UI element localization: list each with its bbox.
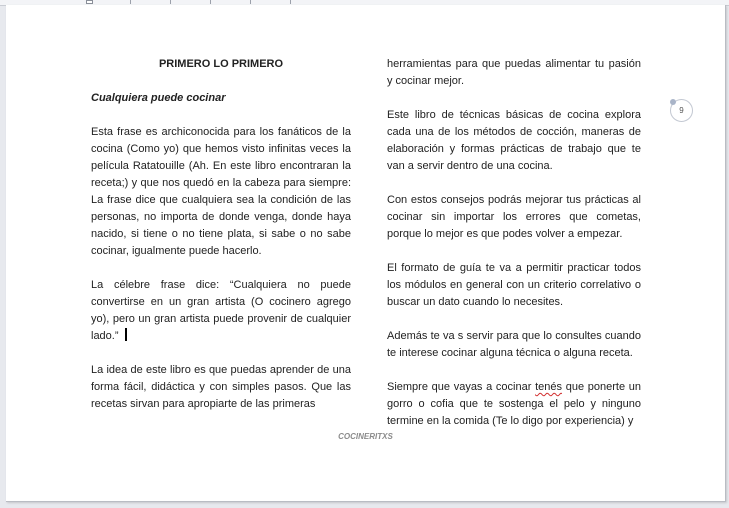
ruler-tick — [170, 0, 171, 4]
paragraph: La idea de este libro es que puedas aprender de una forma fácil, didáctica y con simples pasos. Que las recetas sirvan para apropiarte de las primeras — [91, 364, 351, 410]
paragraph: Este libro de técnicas básicas de cocina explora cada una de los métodos de cocción, maneras de elaboración y formas prácticas de trabajo que te van a servir dentro de una cocina. — [387, 109, 641, 172]
paragraph-text: La célebre frase dice: “Cualquiera no puede convertirse en un gran artista (O cocinero agrego yo), pero un gran artista puede provenir de cualquier lado.” — [91, 279, 351, 342]
page-footer: COCINERITXS — [338, 432, 393, 441]
section-subtitle: Cualquiera puede cocinar — [91, 92, 226, 104]
section-title: PRIMERO LO PRIMERO — [158, 58, 284, 70]
ruler-tick — [130, 0, 131, 4]
document-page[interactable] — [6, 5, 726, 502]
spellcheck-flagged-word[interactable]: tenés — [535, 381, 563, 393]
paragraph: Además te va s servir para que lo consultes cuando te interese cocinar alguna técnica o alguna receta. — [387, 330, 641, 359]
ruler-tick — [250, 0, 251, 4]
ruler-tick — [290, 0, 291, 4]
right-text-column[interactable] — [387, 56, 641, 430]
paragraph: Esta frase es archiconocida para los fanáticos de la cocina (Como yo) que hemos visto infinitas veces la película Ratatouille (Ah. En este libro encontraran la receta;) y que nos quedó en la cabeza para siempre: La frase dice que cualquiera sea la condición de las personas, no importa de donde venga, donde haya nacido, si tiene o no tiene plata, si sabe o no sabe cocinar, igualmente puede hacerlo. — [91, 126, 351, 257]
text-cursor — [125, 328, 127, 341]
page-number-dot — [670, 99, 676, 105]
page-number-badge — [670, 99, 693, 122]
paragraph: El formato de guía te va a permitir practicar todos los módulos en general con un criterio correlativo o buscar un dato cuando lo necesites. — [387, 262, 641, 308]
paragraph-with-cursor — [91, 277, 351, 345]
paragraph: herramientas para que puedas alimentar tu pasión y cocinar mejor. — [387, 58, 641, 87]
paragraph — [387, 379, 641, 430]
paragraph: Con estos consejos podrás mejorar tus prácticas al cocinar sin importar los errores que cometas, porque lo mejor es que podes volver a empezar. — [387, 194, 641, 240]
paragraph-text: Siempre que vayas a cocinar — [387, 381, 536, 393]
page-number: 9 — [679, 106, 684, 115]
indent-marker[interactable] — [86, 0, 93, 4]
ruler-tick — [210, 0, 211, 4]
left-text-column[interactable] — [91, 56, 351, 413]
paragraph-text: que ponerte un gorro o cofia que te sostenga el pelo y ninguno termine en la comida (Te lo digo por experiencia) y — [387, 381, 641, 427]
